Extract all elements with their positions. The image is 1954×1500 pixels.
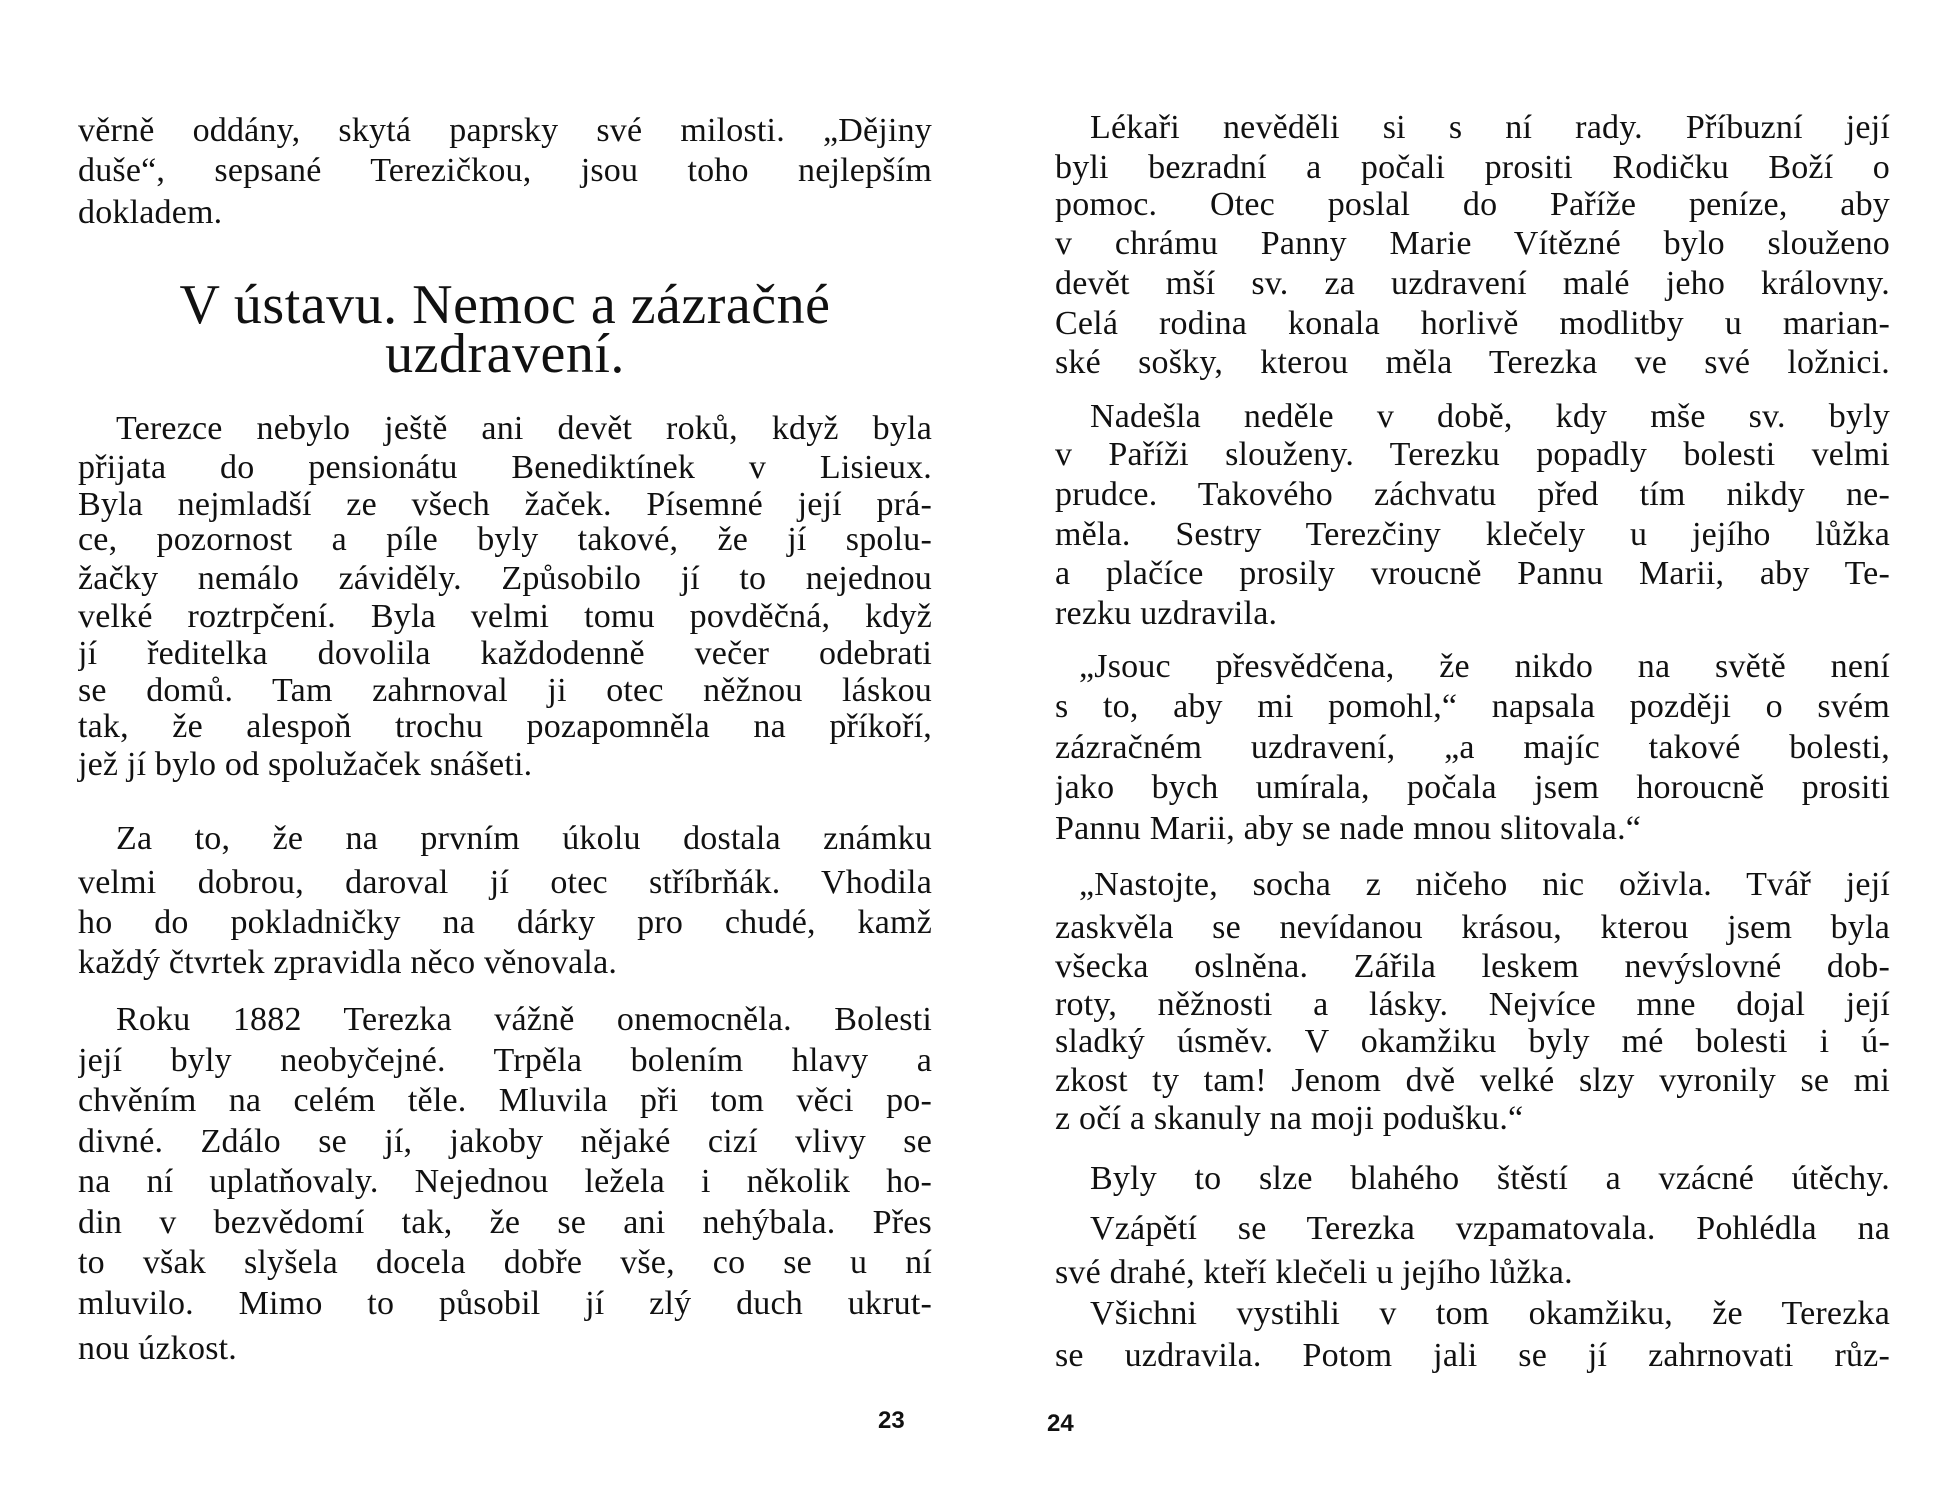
text-line: devět mší sv. za uzdravení malé jeho královny. xyxy=(1055,267,1890,302)
text-line: divné. Zdálo se jí, jakoby nějaké cizí vlivy se xyxy=(78,1125,932,1160)
text-line: Pannu Marii, aby se nade mnou slitovala.“ xyxy=(1055,810,1642,847)
right-page xyxy=(977,0,1954,1500)
text-line: dokladem. xyxy=(78,194,223,231)
text-line: zaskvěla se nevídanou krásou, kterou jsem byla xyxy=(1055,911,1890,946)
text-line: na ní uplatňovaly. Nejednou ležela i několik ho- xyxy=(78,1165,932,1200)
text-line: roty, něžnosti a lásky. Nejvíce mne dojal její xyxy=(1055,988,1890,1023)
text-line: se domů. Tam zahrnoval ji otec něžnou láskou xyxy=(78,674,932,709)
text-line: nou úzkost. xyxy=(78,1330,237,1367)
text-line: v Paříži slouženy. Terezku popadly bolesti velmi xyxy=(1055,438,1890,473)
text-line: Nadešla neděle v době, kdy mše sv. byly xyxy=(1090,400,1890,435)
text-line: velmi dobrou, daroval jí otec stříbrňák. Vhodila xyxy=(78,866,932,901)
text-line: to však slyšela docela dobře vše, co se u ní xyxy=(78,1246,932,1281)
text-line: všecka oslněna. Zářila leskem nevýslovné dob- xyxy=(1055,950,1890,985)
text-line: duše“, sepsané Terezičkou, jsou toho nejlepším xyxy=(78,154,932,189)
page-number: 24 xyxy=(1047,1410,1074,1437)
text-line: v chrámu Panny Marie Vítězné bylo slouženo xyxy=(1055,227,1890,262)
text-line: Za to, že na prvním úkolu dostala známku xyxy=(116,822,932,857)
text-line: jež jí bylo od spolužaček snášeti. xyxy=(78,746,533,783)
text-line: Všichni vystihli v tom okamžiku, že Terezka xyxy=(1090,1297,1890,1332)
text-line: „Nastojte, socha z ničeho nic oživla. Tvář její xyxy=(1079,868,1890,903)
text-line: byli bezradní a počali prositi Rodičku Boží o xyxy=(1055,151,1890,186)
text-line: měla. Sestry Terezčiny klečely u jejího lůžka xyxy=(1055,518,1890,553)
text-line: ho do pokladničky na dárky pro chudé, kamž xyxy=(78,906,932,941)
text-line: Vzápětí se Terezka vzpamatovala. Pohlédla na xyxy=(1090,1212,1890,1247)
text-line: každý čtvrtek zpravidla něco věnovala. xyxy=(78,944,618,981)
text-line: prudce. Takového záchvatu před tím nikdy ne- xyxy=(1055,478,1890,513)
text-line: z očí a skanuly na moji podušku.“ xyxy=(1055,1100,1524,1137)
text-line: din v bezvědomí tak, že se ani nehýbala. Přes xyxy=(78,1206,932,1241)
text-line: s to, aby mi pomohl,“ napsala později o svém xyxy=(1055,690,1890,725)
text-line: Celá rodina konala horlivě modlitby u marian- xyxy=(1055,307,1890,342)
text-line: zkost ty tam! Jenom dvě velké slzy vyronily se mi xyxy=(1055,1064,1890,1099)
text-line: rezku uzdravila. xyxy=(1055,595,1278,632)
chapter-heading-line-2: uzdravení. xyxy=(385,323,625,385)
text-line: Byla nejmladší ze všech žaček. Písemné její prá- xyxy=(78,488,932,523)
text-line: přijata do pensionátu Benediktínek v Lisieux. xyxy=(78,451,932,486)
text-line: ce, pozornost a píle byly takové, že jí spolu- xyxy=(78,523,932,558)
chapter-heading-line-1: V ústavu. Nemoc a zázračné xyxy=(179,274,831,336)
text-line: velké roztrpčení. Byla velmi tomu povděčná, když xyxy=(78,600,932,635)
text-line: Roku 1882 Terezka vážně onemocněla. Bolesti xyxy=(116,1003,932,1038)
text-line: Terezce nebylo ještě ani devět roků, když byla xyxy=(116,412,932,447)
text-line: věrně oddány, skytá paprsky své milosti. „Dějiny xyxy=(78,114,932,149)
text-line: sladký úsměv. V okamžiku byly mé bolesti i ú- xyxy=(1055,1025,1890,1060)
text-line: její byly neobyčejné. Trpěla bolením hlavy a xyxy=(78,1044,932,1079)
text-line: se uzdravila. Potom jali se jí zahrnovati růz- xyxy=(1055,1339,1890,1374)
text-line: Byly to slze blahého štěstí a vzácné útěchy. xyxy=(1090,1162,1890,1197)
text-line: tak, že alespoň trochu pozapomněla na příkoří, xyxy=(78,710,932,745)
text-line: mluvilo. Mimo to působil jí zlý duch ukrut- xyxy=(78,1287,932,1322)
text-line: jí ředitelka dovolila každodenně večer odebrati xyxy=(78,637,932,672)
text-line: jako bych umírala, počala jsem horoucně prositi xyxy=(1055,771,1890,806)
text-line: a plačíce prosily vroucně Pannu Marii, aby Te- xyxy=(1055,557,1890,592)
text-line: žačky nemálo záviděly. Způsobilo jí to nejednou xyxy=(78,562,932,597)
text-line: Lékaři nevěděli si s ní rady. Příbuzní její xyxy=(1090,111,1890,146)
page-number: 23 xyxy=(878,1407,905,1434)
text-line: ské sošky, kterou měla Terezka ve své ložnici. xyxy=(1055,346,1890,381)
text-line: zázračném uzdravení, „a majíc takové bolesti, xyxy=(1055,731,1890,766)
text-line: „Jsouc přesvědčena, že nikdo na světě není xyxy=(1079,650,1890,685)
text-line: pomoc. Otec poslal do Paříže peníze, aby xyxy=(1055,188,1890,223)
text-line: své drahé, kteří klečeli u jejího lůžka. xyxy=(1055,1254,1573,1291)
text-line: chvěním na celém těle. Mluvila při tom věci po- xyxy=(78,1084,932,1119)
